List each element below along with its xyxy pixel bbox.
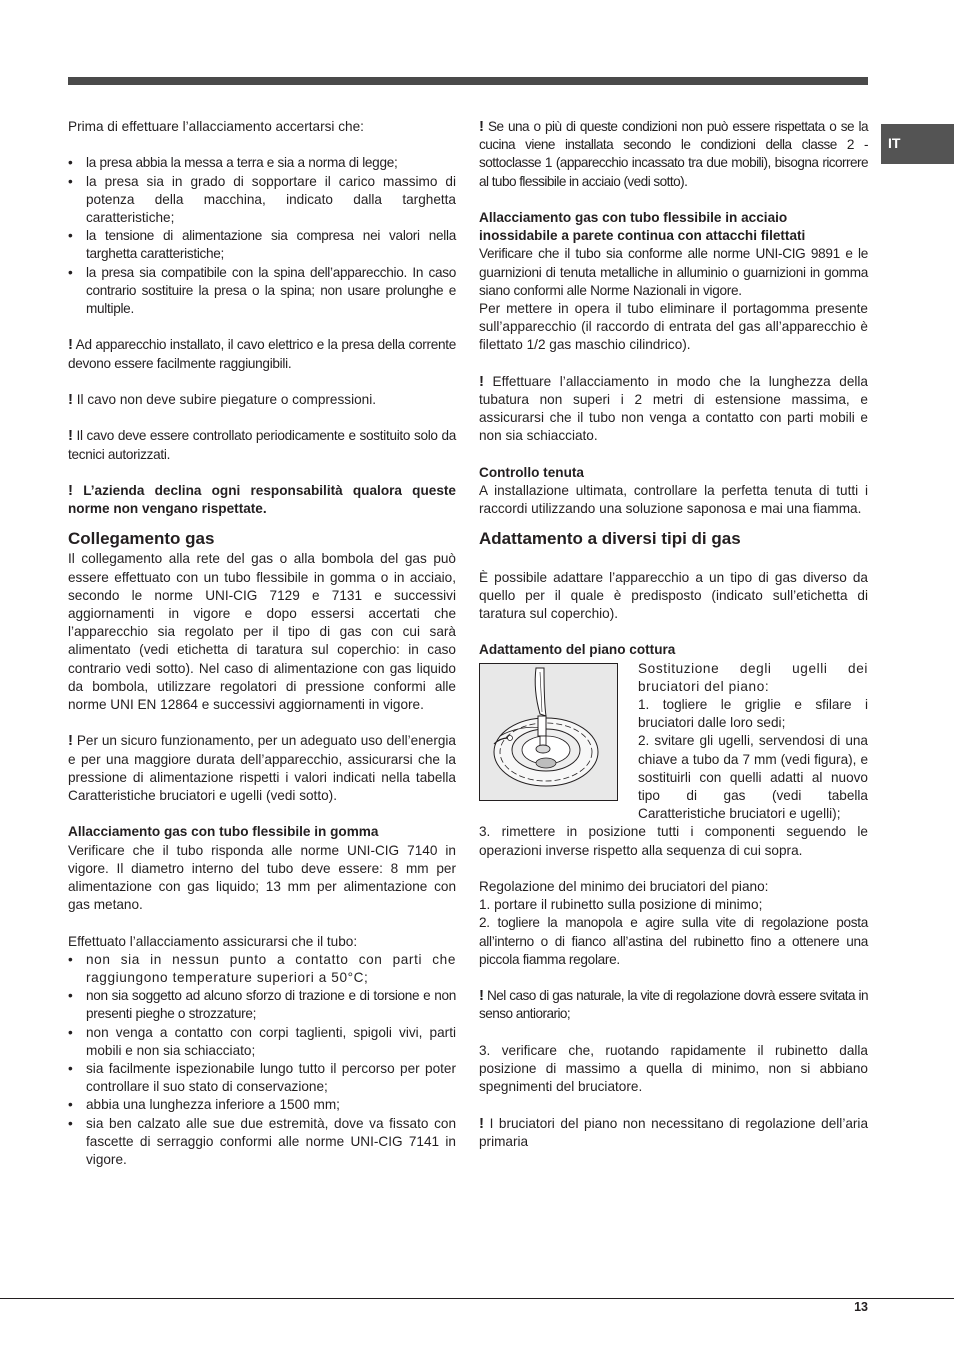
warning-mark: ! (68, 427, 73, 445)
paragraph: 3. rimettere in posizione tutti i componenti seguendo le operazioni inverse rispetto alla sequenza di cui sopra. (479, 824, 868, 858)
paragraph: 3. verificare che, ruotando rapidamente il rubinetto dalla posizione di massimo a quella di minimo, non si abbiano spegnimenti del bruciatore. (479, 1042, 868, 1095)
warning-mark: ! (479, 118, 484, 135)
checklist-item: • non sia soggetto ad alcuno sforzo di trazione e di torsione e non presenti pieghe o strozzature; (68, 987, 456, 1023)
warning-mark: ! (68, 732, 73, 750)
paragraph: È possibile adattare l’apparecchio a un tipo di gas diverso da quello per il quale è predisposto (indicato sull’etichetta di taratura sul coperchio). (479, 569, 868, 622)
checklist-item: • abbia una lunghezza inferiore a 1500 mm; (68, 1096, 456, 1114)
paragraph: 2. togliere la manopola e agire sulla vite di regolazione posta all’interno o di fianco all’astina del rubinetto fino a ottenere una piccola fiamma regolare. (479, 915, 868, 967)
header-bar (68, 77, 868, 85)
tube-checklist (68, 951, 456, 1169)
warning-note: ! Per un sicuro funzionamento, per un adeguato uso dell’energia e per una maggiore durata dell’apparecchio, assicurarsi che la pressione di alimentazione rispetti i valori indicati nella tabella Caratteristiche bruciatori e ugelli (vedi sotto). (68, 732, 456, 804)
warning-note: ! Ad apparecchio installato, il cavo elettrico e la presa della corrente devono essere facilmente raggiungibili. (68, 336, 456, 371)
warning-mark: ! (68, 336, 73, 354)
paragraph: Regolazione del minimo dei bruciatori del piano: (479, 879, 769, 895)
connection-intro: Prima di effettuare l’allacciamento accertarsi che: (68, 119, 364, 134)
checklist-item: • la presa sia in grado di sopportare il carico massimo di potenza della macchina, indicato dalla targhetta caratteristiche; (68, 173, 456, 228)
warning-note: ! Il cavo deve essere controllato periodicamente e sostituito solo da tecnici autorizzati. (68, 427, 457, 462)
warning-mark: ! (68, 391, 73, 408)
warning-mark: ! (479, 1114, 484, 1132)
subsection-heading: Allacciamento gas con tubo flessibile in acciaio inossidabile a parete continua con attacchi filettati (479, 210, 806, 244)
left-column (68, 118, 456, 1169)
burner-wrench-drawing (480, 664, 617, 800)
paragraph: 2. svitare gli ugelli, servendosi di una chiave a tubo da 7 mm (vedi figura), e sostituirli con quelli adatti al nuovo tipo di gas (vedi tabella Caratteristiche bruciatori e ugelli); (638, 733, 868, 822)
page-number: 13 (854, 1300, 868, 1314)
checklist-item: • non sia in nessun punto a contatto con parti che raggiungono temperature superiori a 50°C; (68, 951, 456, 987)
paragraph: 1. togliere le griglie e sfilare i bruciatori dalle loro sedi; (638, 697, 868, 731)
checklist-item: • sia ben calzato alle sue due estremità, dove va fissato con fascette di serraggio conformi alle norme UNI-CIG 7141 in vigore. (68, 1115, 456, 1170)
subsection-heading: Adattamento del piano cottura (479, 642, 676, 658)
nozzle-wrench-illustration (479, 663, 618, 801)
warning-mark: ! (68, 481, 73, 499)
warning-note: ! Se una o più di queste condizioni non può essere rispettata o se la cucina viene installata secondo le condizioni della classe 2 - sottoclasse 1 (apparecchio incassato tra due mobili), bisogna ricorrere al tubo flessibile in acciaio (vedi sotto). (479, 118, 869, 189)
subsection-heading: Allacciamento gas con tubo flessibile in gomma (68, 824, 379, 840)
warning-note: ! Effettuare l’allacciamento in modo che la lunghezza della tubatura non superi i 2 metri di estensione massima, e assicurarsi che il tubo non venga a contatto con parti mobili e non sia schiacciato. (479, 372, 868, 444)
paragraph: Verificare che il tubo risponda alle norme UNI-CIG 7140 in vigore. Il diametro interno del tubo deve essere: 8 mm per alimentazione con gas liquido; 13 mm per alimentazione con gas metano. (68, 842, 456, 913)
warning-mark: ! (479, 987, 484, 1005)
right-column (479, 118, 868, 1151)
checklist-item: • la presa sia compatibile con la spina dell’apparecchio. In caso contrario sostituire la presa o la spina; non usare prolunghe e multiple. (68, 264, 456, 319)
paragraph: Il collegamento alla rete del gas o alla bombola del gas può essere effettuato con un tubo flessibile in gomma o in acciaio, secondo le norme UNI-CIG 7129 e 7131 e successivi aggiornamenti in vigore e dopo essersi accertati che l’apparecchio sia regolato per il tipo di gas con cui sarà alimentato (vedi etichetta di taratura sul coperchio: in caso contrario vedi sotto). Nel caso di alimentazione con gas liquido da bombola, utilizzare regolatori di pressione conformi alle norme UNI EN 12864 e successivi aggiornamenti in vigore. (68, 551, 456, 713)
warning-note: ! Nel caso di gas naturale, la vite di regolazione dovrà essere svitata in senso antiorario; (479, 987, 868, 1022)
footer-rule (0, 1298, 954, 1299)
checklist-item: • non venga a contatto con corpi taglienti, spigoli vivi, parti mobili e non sia schiacciato; (68, 1024, 456, 1060)
paragraph: Effettuato l’allacciamento assicurarsi che il tubo: (68, 933, 358, 949)
electrical-checklist (68, 154, 456, 318)
nozzle-steps (638, 660, 868, 824)
paragraph: Verificare che il tubo sia conforme alle norme UNI-CIG 9891 e le guarnizioni di tenuta metalliche in alluminio o guarnizioni in gomma siano conformi alle Norme Nazionali in vigore. (479, 246, 868, 298)
section-heading: Adattamento a diversi tipi di gas (479, 529, 741, 549)
checklist-item: • sia facilmente ispezionabile lungo tutto il percorso per poter controllare il suo stato di conservazione; (68, 1060, 456, 1096)
checklist-item: • la presa abbia la messa a terra e sia a norma di legge; (68, 154, 456, 172)
paragraph: A installazione ultimata, controllare la perfetta tenuta di tutti i raccordi utilizzando una soluzione saponosa e mai una fiamma. (479, 483, 868, 517)
paragraph: Per mettere in opera il tubo eliminare il portagomma presente sull’apparecchio (il raccordo di entrata del gas all’apparecchio è filettato 1/2 gas maschio cilindrico). (479, 301, 868, 353)
warning-note: ! L’azienda declina ogni responsabilità qualora queste norme non vengano rispettate. (68, 481, 456, 517)
paragraph: Sostituzione degli ugelli dei bruciatori del piano: (638, 660, 868, 694)
warning-mark: ! (479, 372, 484, 390)
checklist-item: • la tensione di alimentazione sia compresa nei valori nella targhetta caratteristiche; (68, 227, 456, 263)
subsection-heading: Controllo tenuta (479, 464, 584, 480)
paragraph: 1. portare il rubinetto sulla posizione di minimo; (479, 897, 763, 913)
warning-note: ! I bruciatori del piano non necessitano di regolazione dell’aria primaria (479, 1114, 869, 1149)
warning-note: ! Il cavo non deve subire piegature o compressioni. (68, 391, 377, 408)
nozzle-instructions (479, 660, 868, 824)
section-heading: Collegamento gas (68, 529, 215, 549)
language-tab: IT (881, 124, 954, 164)
